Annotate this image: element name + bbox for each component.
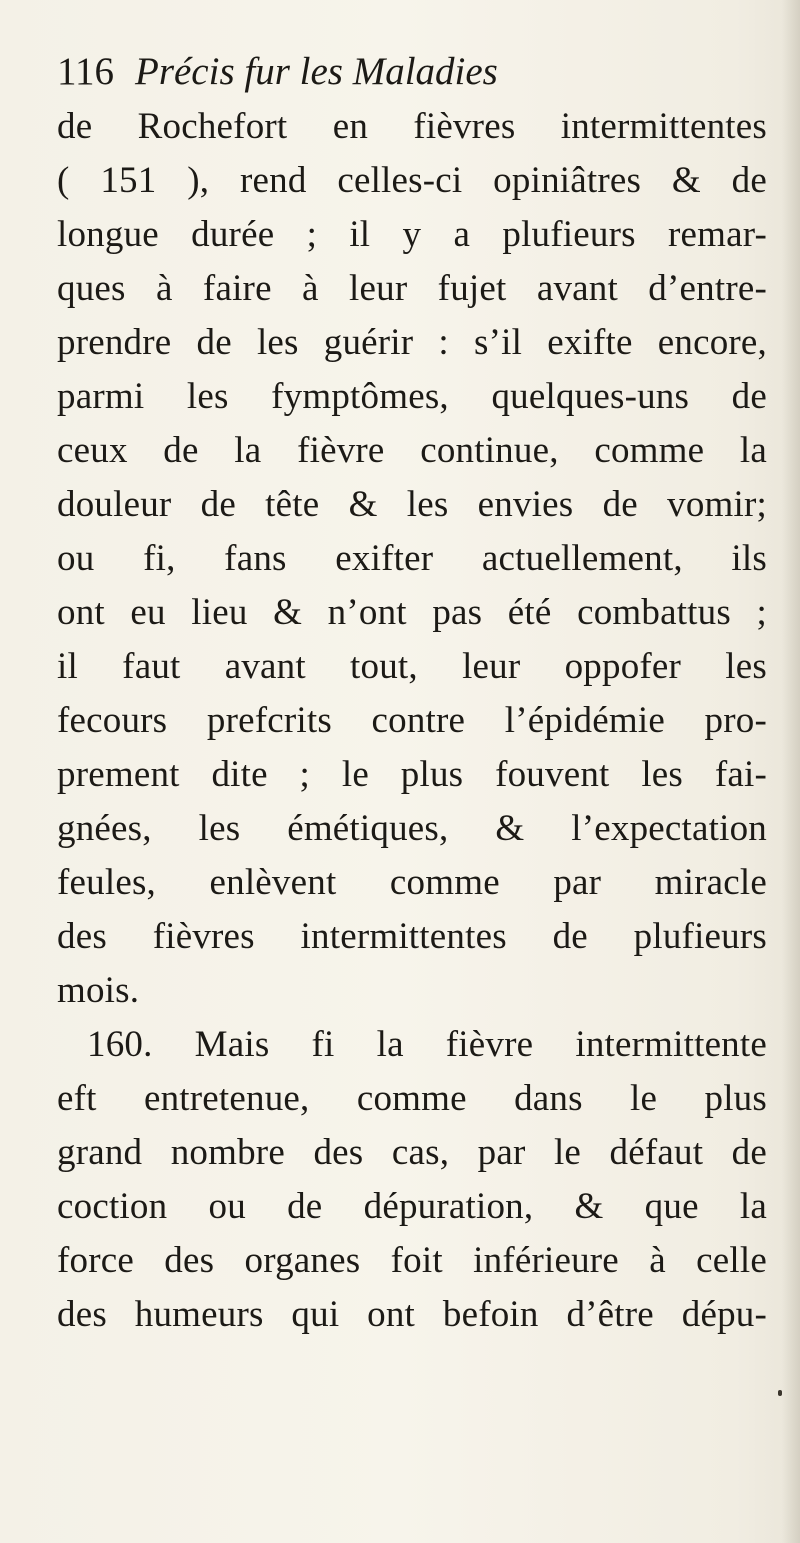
text-line: gnées, les émétiques, & l’expectation <box>57 808 767 849</box>
text-line: douleur de tête & les envies de vomir; <box>57 484 767 525</box>
ink-speck <box>778 1390 782 1396</box>
text-line: feules, enlèvent comme par miracle <box>57 862 767 903</box>
text-line: eft entretenue, comme dans le plus <box>57 1078 767 1119</box>
paragraph-start-line: 160. Mais fi la fièvre intermittente <box>87 1024 767 1065</box>
page-edge-shadow <box>782 0 800 1543</box>
page-number: 116 <box>57 50 115 93</box>
text-line: coction ou de dépuration, & que la <box>57 1186 767 1227</box>
text-line: de Rochefort en fièvres intermittentes <box>57 106 767 147</box>
text-line: des humeurs qui ont befoin d’être dépu- <box>57 1294 767 1335</box>
text-line: ou fi, fans exifter actuellement, ils <box>57 538 767 579</box>
text-line: il faut avant tout, leur oppofer les <box>57 646 767 687</box>
text-line: ceux de la fièvre continue, comme la <box>57 430 767 471</box>
running-title: Précis fur les Maladies <box>135 50 498 93</box>
text-line: prendre de les guérir : s’il exifte encore, <box>57 322 767 363</box>
text-line: parmi les fymptômes, quelques-uns de <box>57 376 767 417</box>
text-line: ont eu lieu & n’ont pas été combattus ; <box>57 592 767 633</box>
running-header <box>57 44 757 100</box>
text-line: force des organes foit inférieure à celle <box>57 1240 767 1281</box>
body-text <box>57 100 767 1342</box>
text-line: grand nombre des cas, par le défaut de <box>57 1132 767 1173</box>
paragraph-end-line: mois. <box>57 970 140 1011</box>
text-line: fecours prefcrits contre l’épidémie pro- <box>57 700 767 741</box>
text-line: des fièvres intermittentes de plufieurs <box>57 916 767 957</box>
text-line: ( 151 ), rend celles-ci opiniâtres & de <box>57 160 767 201</box>
text-line: prement dite ; le plus fouvent les fai- <box>57 754 767 795</box>
text-line: ques à faire à leur fujet avant d’entre- <box>57 268 767 309</box>
text-line: longue durée ; il y a plufieurs remar- <box>57 214 767 255</box>
